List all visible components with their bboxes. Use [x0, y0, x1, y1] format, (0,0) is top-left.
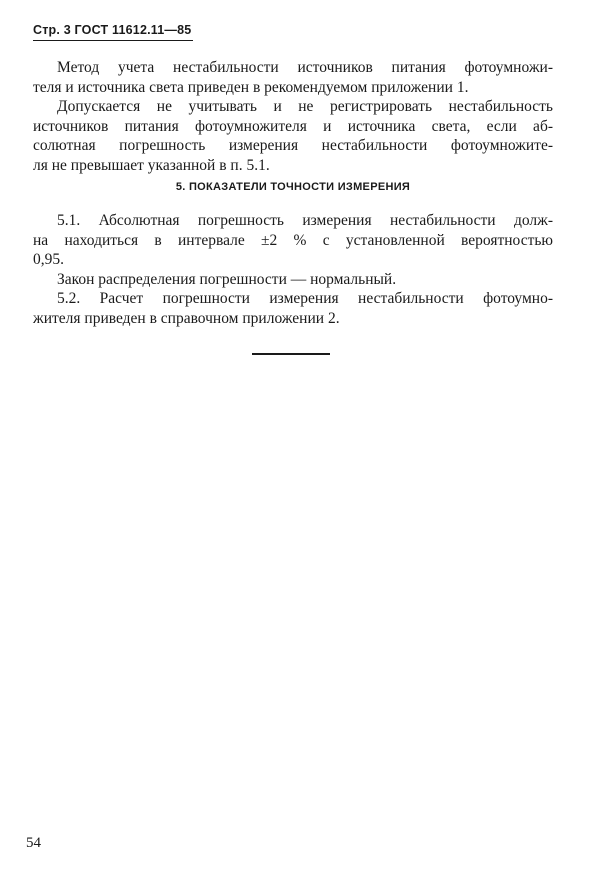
text-line: Закон распределения погрешности — нормальный.: [57, 270, 397, 288]
text-line: источников питания фотоумножителя и источника света, если аб-: [33, 117, 553, 135]
text-line: 0,95.: [33, 251, 64, 268]
text-line: жителя приведен в справочном приложении 2.: [33, 309, 340, 327]
page-number: 54: [26, 835, 41, 851]
header-underline: [33, 40, 193, 41]
section-heading: 5. ПОКАЗАТЕЛИ ТОЧНОСТИ ИЗМЕРЕНИЯ: [175, 181, 411, 193]
text-line: солютная погрешность измерения нестабильности фотоумножите-: [33, 137, 553, 154]
text-line: Метод учета нестабильности источников питания фотоумножи-: [57, 59, 553, 76]
paragraph-block-accuracy: [33, 211, 553, 328]
text-line: ля не превышает указанной в п. 5.1.: [33, 156, 270, 174]
text-line: 5.2. Расчет погрешности измерения нестабильности фотоумно-: [57, 290, 553, 307]
text-line: 5.1. Абсолютная погрешность измерения нестабильности долж-: [57, 212, 553, 229]
end-of-section-rule: [252, 353, 330, 355]
text-line: теля и источника света приведен в рекомендуемом приложении 1.: [33, 78, 469, 96]
header-text: Стр. 3 ГОСТ 11612.11—85: [33, 23, 192, 37]
page-header: [33, 23, 191, 37]
text-line: Допускается не учитывать и не регистрировать нестабильность: [57, 98, 553, 115]
paragraph-block-method: [33, 58, 553, 175]
text-line: на находиться в интервале ±2 % с установленной вероятностью: [33, 231, 553, 249]
